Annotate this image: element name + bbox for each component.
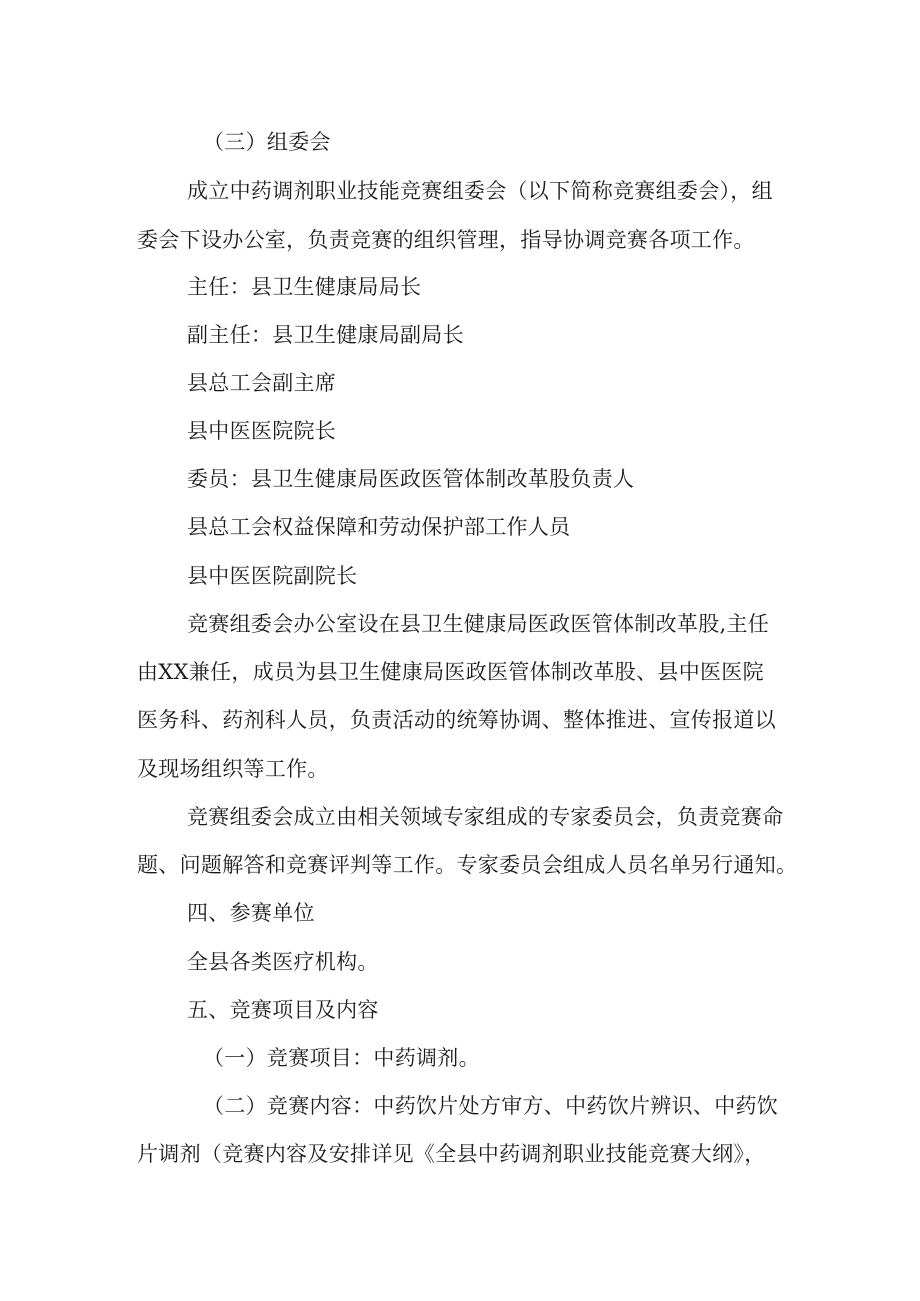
para-1-line-2: 委会下设办公室，负责竞赛的组织管理，指导协调竞赛各项工作。 (137, 228, 755, 252)
member-line-2: 县总工会权益保障和劳动保护部工作人员 (187, 515, 571, 539)
para-1-line-1: 成立中药调剂职业技能竞赛组委会（以下简称竞赛组委会），组 (187, 179, 773, 203)
para-2-line-4: 及现场组织等工作。 (137, 757, 329, 781)
para-3-line-2: 题、问题解答和竞赛评判等工作。专家委员会组成人员名单另行通知。 (137, 853, 798, 877)
item-1: （一）竞赛项目：中药调剂。 (203, 1046, 480, 1070)
section-3-heading: （三）组委会 (203, 130, 331, 154)
para-3-line-1: 竞赛组委会成立由相关领域专家组成的专家委员会，负责竞赛命 (187, 805, 784, 829)
deputy-director-line: 副主任：县卫生健康局副局长 (187, 323, 464, 347)
deputy-line-1: 县总工会副主席 (187, 371, 337, 395)
deputy-line-2: 县中医医院院长 (187, 419, 337, 443)
item-2-line-2: 片调剂（竞赛内容及安排详见《全县中药调剂职业技能竞赛大纲》， (137, 1142, 766, 1166)
item-2-line-1: （二）竞赛内容：中药饮片处方审方、中药饮片辨识、中药饮 (203, 1094, 779, 1118)
member-line-1: 委员：县卫生健康局医政医管体制改革股负责人 (187, 467, 635, 491)
section-4-body: 全县各类医疗机构。 (187, 950, 379, 974)
para-2-line-1: 竞赛组委会办公室设在县卫生健康局医政医管体制改革股,主任 (187, 612, 770, 636)
director-line: 主任：县卫生健康局局长 (187, 275, 422, 299)
section-5-heading: 五、竞赛项目及内容 (187, 998, 379, 1022)
para-2-line-3: 医务科、药剂科人员，负责活动的统筹协调、整体推进、宣传报道以 (137, 708, 776, 732)
para-2-line-2: 由XX兼任，成员为县卫生健康局医政医管体制改革股、县中医医院 (137, 660, 764, 684)
section-4-heading: 四、参赛单位 (187, 901, 315, 925)
member-line-3: 县中医医院副院长 (187, 564, 358, 588)
